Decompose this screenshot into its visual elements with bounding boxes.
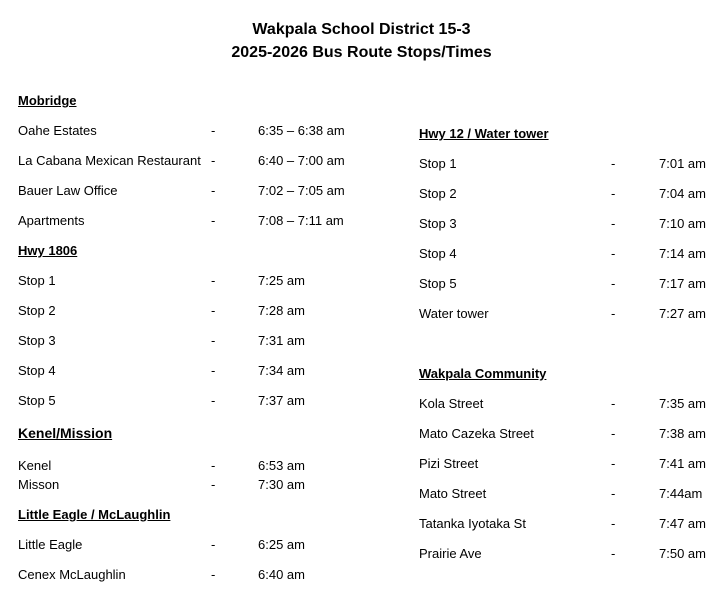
stop-time: 7:41 am [659, 456, 706, 471]
stop-time: 7:02 – 7:05 am [258, 183, 345, 198]
stop-dash: - [211, 393, 216, 408]
stop-name: Pizi Street [419, 456, 479, 471]
stop-dash: - [211, 123, 216, 138]
stop-name: La Cabana Mexican Restaurant [18, 153, 201, 168]
stop-time: 7:17 am [659, 276, 706, 291]
stop-name: Bauer Law Office [18, 183, 118, 198]
stop-time: 7:37 am [258, 393, 305, 408]
stop-time: 6:40 am [258, 567, 305, 582]
stop-dash: - [211, 567, 216, 582]
stop-time: 7:04 am [659, 186, 706, 201]
stop-name: Stop 2 [18, 303, 56, 318]
stop-dash: - [611, 546, 616, 561]
stop-time: 7:47 am [659, 516, 706, 531]
stop-time: 7:31 am [258, 333, 305, 348]
stop-name: Tatanka Iyotaka St [419, 516, 526, 531]
document-title: Wakpala School District 15-3 [252, 21, 471, 38]
section-heading: Hwy 1806 [18, 243, 78, 258]
stop-name: Stop 3 [419, 216, 457, 231]
stop-name: Kenel [18, 458, 52, 473]
stop-dash: - [611, 186, 616, 201]
stop-time: 7:38 am [659, 426, 706, 441]
stop-time: 7:01 am [659, 156, 706, 171]
stop-name: Stop 4 [18, 363, 56, 378]
stop-time: 6:25 am [258, 537, 305, 552]
stop-time: 6:40 – 7:00 am [258, 153, 345, 168]
section-heading: Little Eagle / McLaughlin [18, 507, 171, 522]
stop-time: 7:28 am [258, 303, 305, 318]
stop-dash: - [211, 363, 216, 378]
stop-dash: - [611, 516, 616, 531]
stop-dash: - [211, 183, 216, 198]
stop-time: 7:08 – 7:11 am [258, 213, 344, 228]
stop-name: Water tower [419, 306, 489, 321]
stop-name: Stop 5 [419, 276, 457, 291]
stop-dash: - [611, 486, 616, 501]
stop-time: 7:25 am [258, 273, 305, 288]
stop-name: Stop 1 [18, 273, 56, 288]
stop-dash: - [211, 537, 216, 552]
stop-dash: - [611, 156, 616, 171]
stop-name: Stop 3 [18, 333, 56, 348]
stop-time: 7:44am [659, 486, 703, 501]
stop-name: Apartments [18, 213, 85, 228]
stop-dash: - [211, 477, 216, 492]
stop-time: 7:27 am [659, 306, 706, 321]
stop-name: Stop 2 [419, 186, 457, 201]
stop-dash: - [211, 153, 216, 168]
stop-dash: - [611, 396, 616, 411]
stop-name: Little Eagle [18, 537, 83, 552]
stop-dash: - [611, 306, 616, 321]
stop-dash: - [611, 246, 616, 261]
stop-name: Stop 4 [419, 246, 457, 261]
stop-name: Mato Cazeka Street [419, 426, 534, 441]
section-heading: Wakpala Community [419, 366, 547, 381]
stop-name: Oahe Estates [18, 123, 97, 138]
stop-name: Cenex McLaughlin [18, 567, 126, 582]
stop-time: 7:14 am [659, 246, 706, 261]
stop-name: Prairie Ave [419, 546, 482, 561]
stop-dash: - [211, 458, 216, 473]
stop-time: 6:35 – 6:38 am [258, 123, 345, 138]
stop-dash: - [211, 303, 216, 318]
stop-time: 7:30 am [258, 477, 305, 492]
stop-dash: - [611, 276, 616, 291]
stop-name: Stop 5 [18, 393, 56, 408]
stop-time: 7:35 am [659, 396, 706, 411]
section-heading: Mobridge [18, 93, 77, 108]
stop-dash: - [211, 333, 216, 348]
stop-name: Stop 1 [419, 156, 457, 171]
section-heading: Hwy 12 / Water tower [419, 126, 549, 141]
stop-dash: - [211, 213, 216, 228]
stop-name: Misson [18, 477, 60, 492]
stop-time: 7:34 am [258, 363, 305, 378]
document-subtitle: 2025-2026 Bus Route Stops/Times [231, 44, 492, 61]
stop-dash: - [611, 456, 616, 471]
stop-time: 7:50 am [659, 546, 706, 561]
stop-time: 6:53 am [258, 458, 305, 473]
stop-dash: - [211, 273, 216, 288]
stop-time: 7:10 am [659, 216, 706, 231]
stop-dash: - [611, 216, 616, 231]
stop-name: Kola Street [419, 396, 484, 411]
stop-dash: - [611, 426, 616, 441]
stop-name: Mato Street [419, 486, 487, 501]
section-heading: Kenel/Mission [18, 425, 113, 441]
